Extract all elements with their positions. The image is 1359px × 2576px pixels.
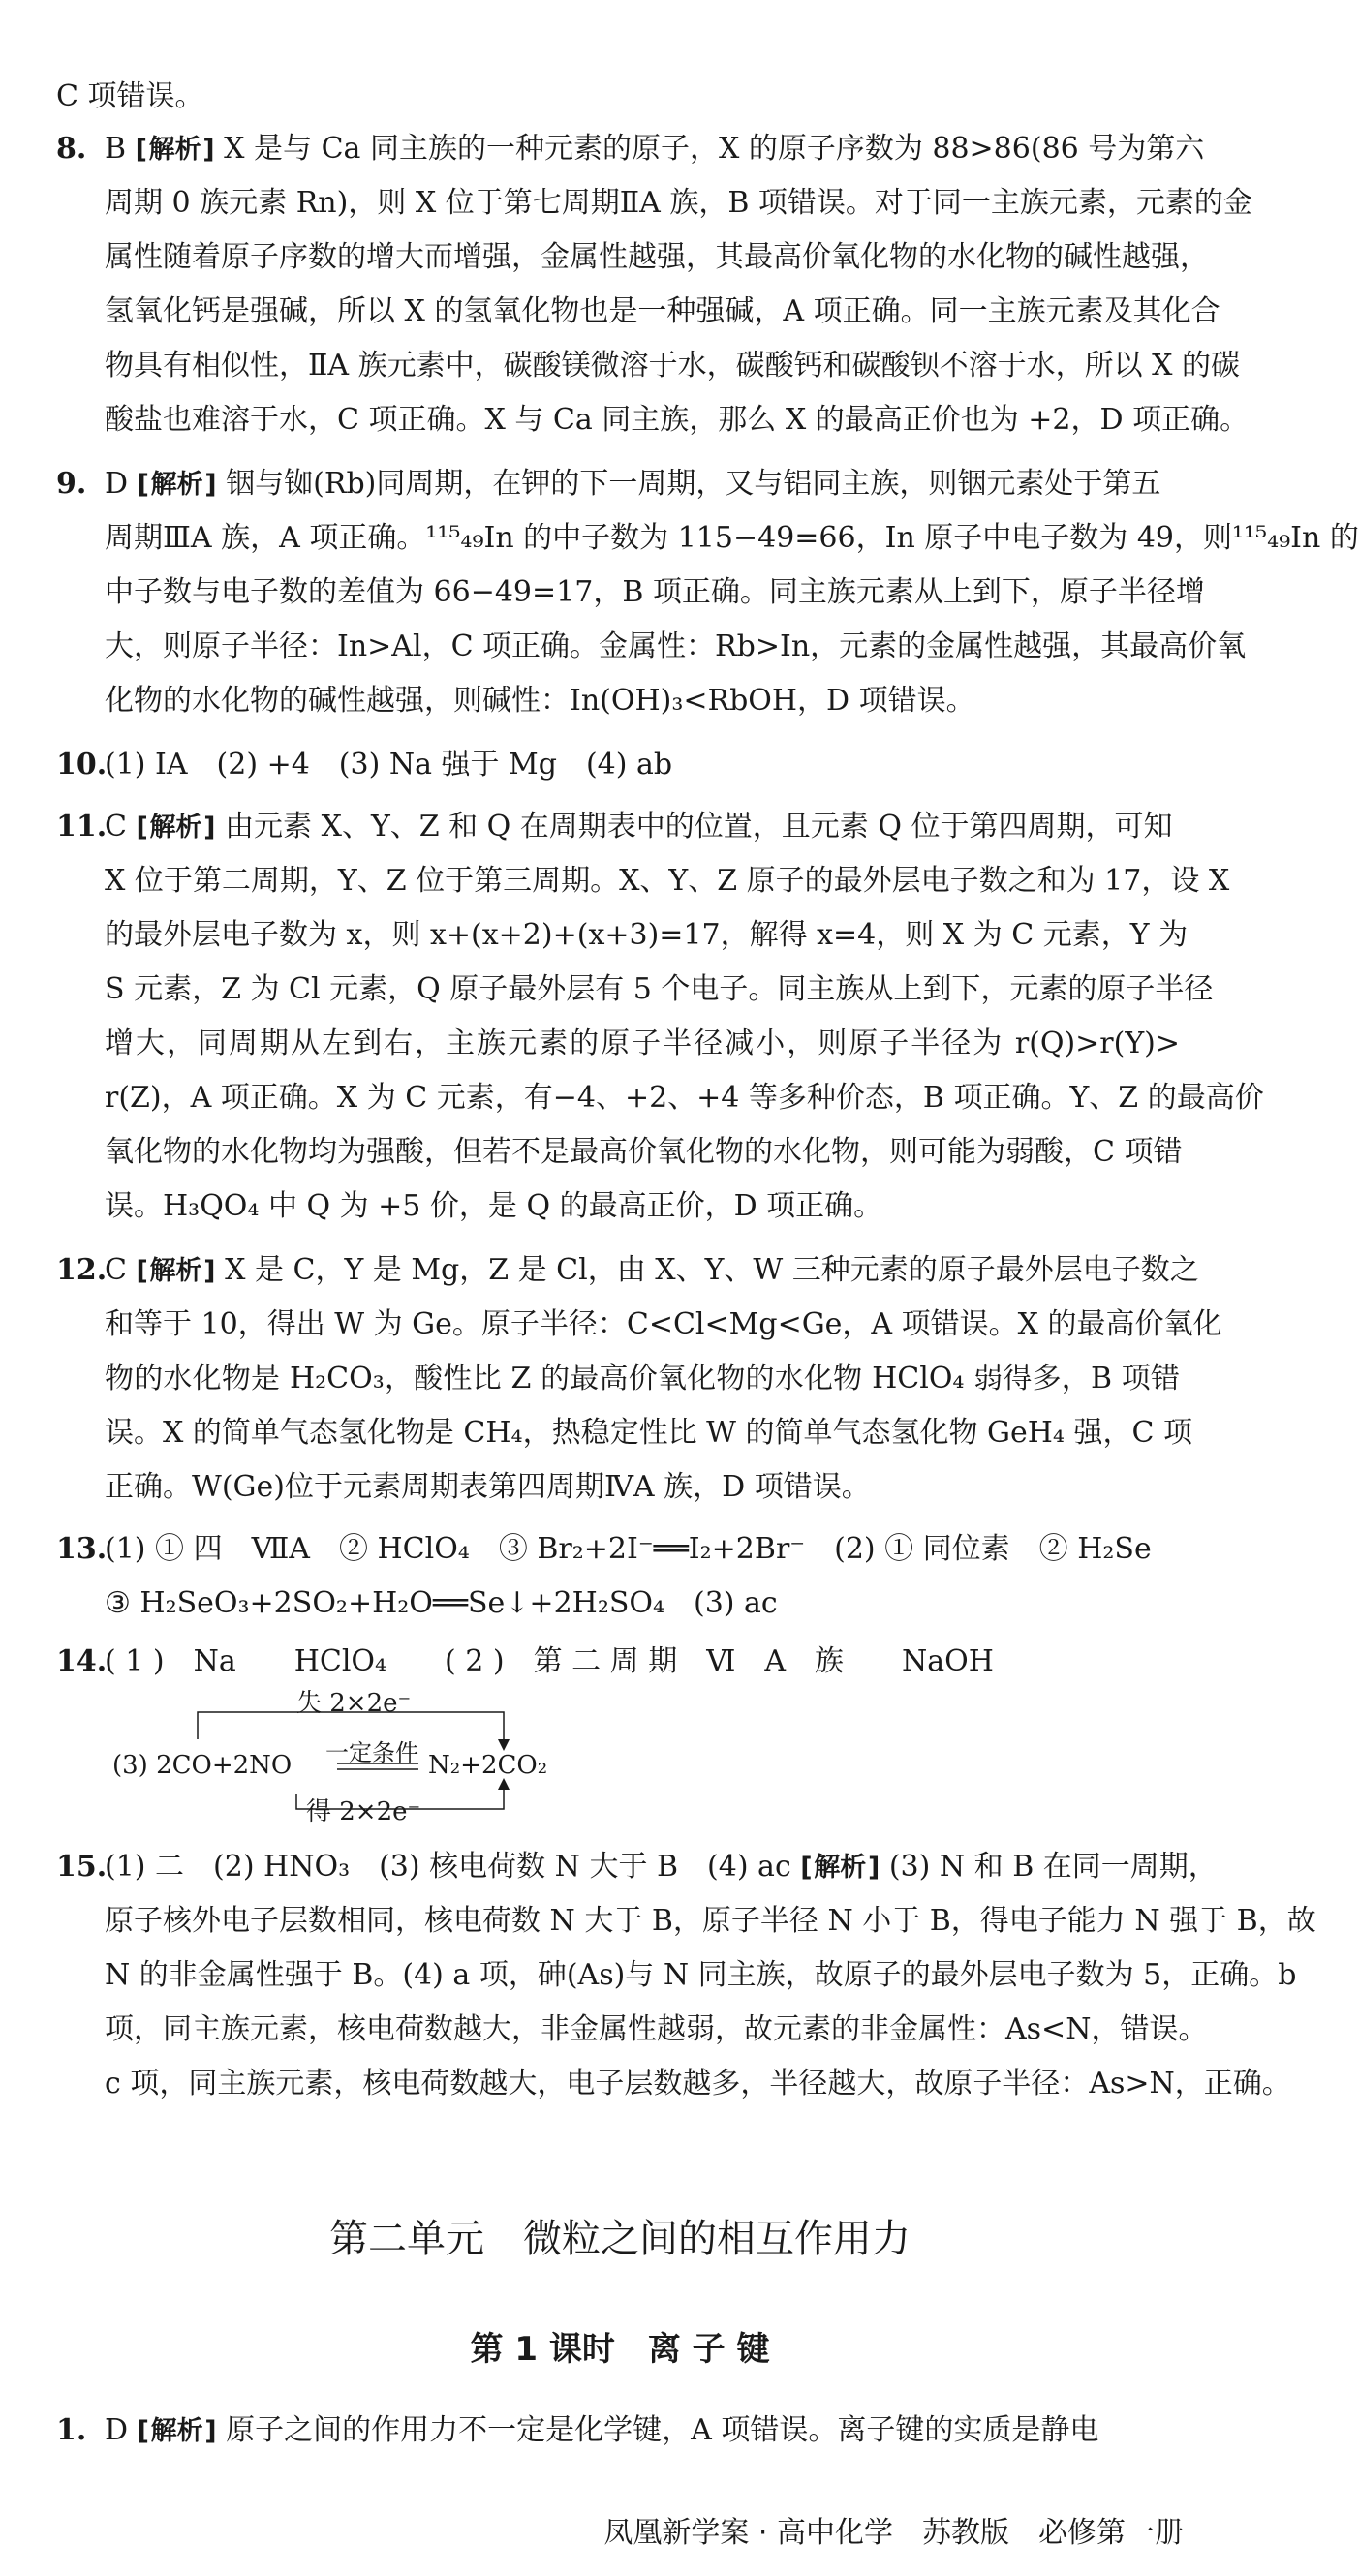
analysis-tag: [ 解析 ] xyxy=(137,807,216,849)
analysis-tag: [ 解析 ] xyxy=(136,129,215,171)
question-number: 13. xyxy=(56,1532,108,1566)
text-line: (1) ⅠA (2) +4 (3) Na 强于 Mg (4) ab xyxy=(105,748,673,782)
text-line: ( 1 ) Na HClO₄ ( 2 ) 第 二 周 期 Ⅵ A 族 NaOH xyxy=(105,1644,994,1678)
text-line: 酸盐也难溶于水，C 项正确。X 与 Ca 同主族，那么 X 的最高正价也为 +2，D 项正确。 xyxy=(105,403,1250,437)
text-line: 项，同主族元素，核电荷数越大，非金属性越弱，故元素的非金属性：As<N，错误。 xyxy=(105,2012,1208,2046)
text-line: X 位于第二周期，Y、Z 位于第三周期。X、Y、Z 原子的最外层电子数之和为 17，设 X xyxy=(105,864,1230,898)
analysis-tag: [ 解析 ] xyxy=(138,2410,217,2453)
text-line: 大，则原子半径：In>Al，C 项正确。金属性：Rb>In，元素的金属性越强，其最高价氧 xyxy=(105,629,1247,663)
question-number: 14. xyxy=(56,1644,108,1678)
question-number: 12. xyxy=(56,1253,108,1287)
text-line: 物具有相似性，ⅡA 族元素中，碳酸镁微溶于水，碳酸钙和碳酸钡不溶于水，所以 X 的碳 xyxy=(105,349,1241,383)
question-12-line-1 xyxy=(105,1249,1199,1293)
answer-letter: D xyxy=(105,2413,129,2447)
text-line: C 项错误。 xyxy=(56,79,204,113)
section-title: 第二单元 微粒之间的相互作用力 xyxy=(329,2217,911,2261)
text-line: 和等于 10，得出 W 为 Ge。原子半径：C<Cl<Mg<Ge，A 项错误。X 的最高价氧化 xyxy=(105,1307,1222,1341)
text-line: 原子核外电子层数相同，核电荷数 N 大于 B，原子半径 N 小于 B，得电子能力 N 强于 B，故 xyxy=(105,1904,1316,1938)
analysis-text: 由元素 X、Y、Z 和 Q 在周期表中的位置，且元素 Q 位于第四周期，可知 xyxy=(225,810,1173,843)
equation-right: N₂+2CO₂ xyxy=(428,1751,548,1780)
question-number: 8. xyxy=(56,132,87,166)
gain-electrons-label: 得 2×2e⁻ xyxy=(306,1797,421,1826)
text-line: S 元素，Z 为 Cl 元素，Q 原子最外层有 5 个电子。同主族从上到下，元素的原子半径 xyxy=(105,972,1214,1006)
lesson-title: 第 1 课时 离 子 键 xyxy=(470,2330,770,2369)
question-15-line-1 xyxy=(105,1846,1218,1889)
question-8-line-1 xyxy=(105,128,1205,171)
question-number: 9. xyxy=(56,467,87,501)
text-line: (1) ① 四 ⅦA ② HClO₄ ③ Br₂+2I⁻══I₂+2Br⁻ (2) ① 同位素 ② H₂Se xyxy=(105,1532,1152,1566)
answer-text: (1) 二 (2) HNO₃ (3) 核电荷数 N 大于 B (4) ac xyxy=(105,1850,791,1884)
text-line: 化物的水化物的碱性越强，则碱性：In(OH)₃<RbOH，D 项错误。 xyxy=(105,684,975,718)
text-line: 正确。W(Ge)位于元素周期表第四周期ⅣA 族，D 项错误。 xyxy=(105,1470,871,1504)
text-line: 属性随着原子序数的增大而增强，金属性越强，其最高价氧化物的水化物的碱性越强， xyxy=(105,240,1209,274)
analysis-tag: [ 解析 ] xyxy=(800,1847,880,1889)
answer-letter: C xyxy=(105,1253,127,1287)
text-line: c 项，同主族元素，核电荷数越大，电子层数越多，半径越大，故原子半径：As>N，正确。 xyxy=(105,2067,1291,2101)
text-line: 周期 0 族元素 Rn)，则 X 位于第七周期ⅡA 族，B 项错误。对于同一主族元素，元素的金 xyxy=(105,186,1252,220)
question-9-line-1 xyxy=(105,463,1180,506)
analysis-text: X 是 C，Y 是 Mg，Z 是 Cl，由 X、Y、W 三种元素的原子最外层电子数之 xyxy=(225,1253,1199,1287)
analysis-text: X 是与 Ca 同主族的一种元素的原子，X 的原子序数为 88>86(86 号为第六 xyxy=(224,132,1205,166)
arrow-head xyxy=(498,1739,510,1751)
question-1-line-1 xyxy=(105,2409,1180,2453)
question-number: 1. xyxy=(56,2413,87,2447)
analysis-tag: [ 解析 ] xyxy=(138,464,217,506)
text-line: 增大，同周期从左到右，主族元素的原子半径减小，则原子半径为 r(Q)>r(Y)> xyxy=(105,1027,1180,1060)
text-line: N 的非金属性强于 B。(4) a 项，砷(As)与 N 同主族，故原子的最外层电子数为 5，正确。b xyxy=(105,1958,1297,1992)
text-line: 误。H₃QO₄ 中 Q 为 +5 价，是 Q 的最高正价，D 项正确。 xyxy=(105,1189,883,1223)
answer-letter: D xyxy=(105,467,129,501)
answer-letter: B xyxy=(105,132,127,166)
text-line: 的最外层电子数为 x，则 x+(x+2)+(x+3)=17，解得 x=4，则 X 为 C 元素，Y 为 xyxy=(105,918,1189,952)
book-footer: 凤凰新学案 · 高中化学 苏教版 必修第一册 xyxy=(603,2516,1184,2550)
electron-transfer-diagram xyxy=(112,1683,616,1828)
question-number: 11. xyxy=(56,810,108,843)
text-line: ③ H₂SeO₃+2SO₂+H₂O══Se↓+2H₂SO₄ (3) ac xyxy=(105,1586,778,1620)
text-line: 周期ⅢA 族，A 项正确。¹¹⁵₄₉In 的中子数为 115−49=66，In 原子中电子数为 49，则¹¹⁵₄₉In 的 xyxy=(105,521,1359,555)
text-line: r(Z)，A 项正确。X 为 C 元素，有−4、+2、+4 等多种价态，B 项正确。Y、Z 的最高价 xyxy=(105,1081,1264,1115)
condition-label: 一定条件 xyxy=(325,1739,418,1766)
lose-electrons-label: 失 2×2e⁻ xyxy=(296,1689,412,1718)
text-line: 中子数与电子数的差值为 66−49=17，B 项正确。同主族元素从上到下，原子半径增 xyxy=(105,575,1205,609)
analysis-tag: [ 解析 ] xyxy=(137,1250,216,1293)
text-line: 误。X 的简单气态氢化物是 CH₄，热稳定性比 W 的简单气态氢化物 GeH₄ 强，C 项 xyxy=(105,1416,1192,1450)
equation-left: (3) 2CO+2NO xyxy=(112,1751,293,1780)
analysis-text: 铟与铷(Rb)同周期，在钾的下一周期，又与铝同主族，则铟元素处于第五 xyxy=(226,467,1161,501)
analysis-text: 原子之间的作用力不一定是化学键，A 项错误。离子键的实质是静电 xyxy=(226,2413,1099,2447)
question-number: 15. xyxy=(56,1850,108,1884)
text-line: 物的水化物是 H₂CO₃，酸性比 Z 的最高价氧化物的水化物 HClO₄ 弱得多，B 项错 xyxy=(105,1362,1180,1395)
text-line: 氢氧化钙是强碱，所以 X 的氢氧化物也是一种强碱，A 项正确。同一主族元素及其化合 xyxy=(105,294,1220,328)
question-number: 10. xyxy=(56,748,108,782)
question-11-line-1 xyxy=(105,806,1180,849)
analysis-text: (3) N 和 B 在同一周期， xyxy=(888,1850,1218,1884)
answer-letter: C xyxy=(105,810,127,843)
text-line: 氧化物的水化物均为强酸，但若不是最高价氧化物的水化物，则可能为弱酸，C 项错 xyxy=(105,1135,1183,1169)
